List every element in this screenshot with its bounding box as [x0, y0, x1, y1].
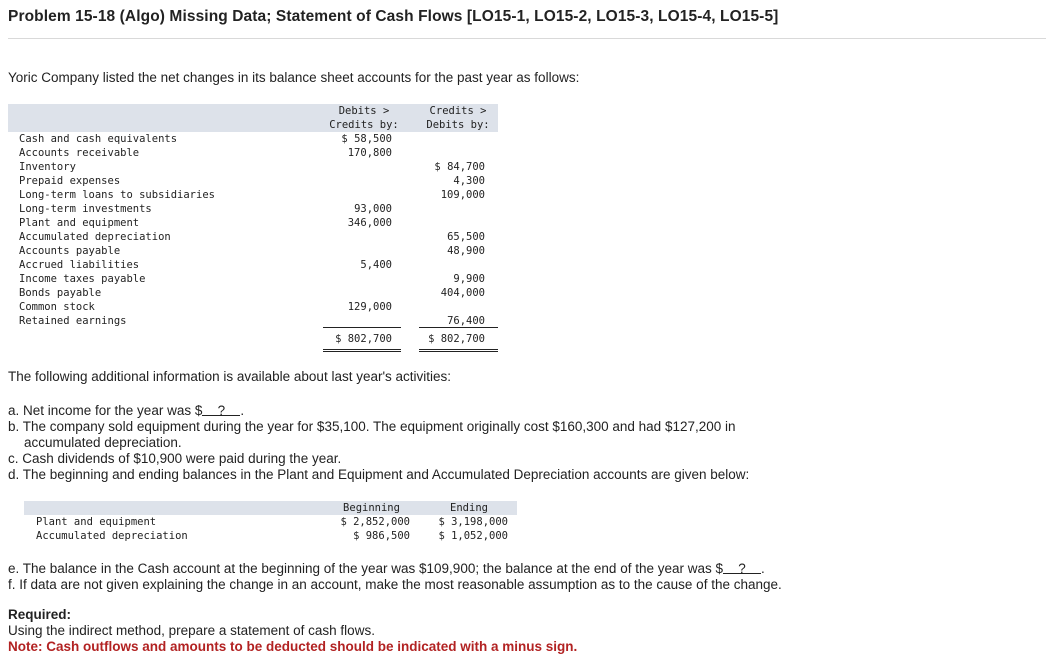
table-row: [8, 174, 498, 188]
header-debits: [326, 104, 402, 132]
credit-subtotal-rule: [419, 327, 498, 328]
row-ending: $ 3,198,000: [438, 516, 508, 528]
row-label: Accumulated depreciation: [36, 530, 188, 542]
row-beginning: $ 2,852,000: [340, 516, 410, 528]
table-row: [24, 529, 517, 543]
table-row: [24, 515, 517, 529]
ending-cash-blank: ?: [723, 561, 761, 574]
row-label: Inventory: [19, 161, 76, 173]
header-beginning: Beginning: [343, 502, 400, 514]
header-credits-line2: Debits by:: [426, 119, 490, 131]
row-debit: 129,000: [347, 301, 392, 313]
row-label: Plant and equipment: [19, 217, 140, 229]
table-row: [8, 188, 498, 202]
row-credit: 65,500: [447, 231, 485, 243]
item-f: f. If data are not given explaining the change in an account, make the most reasonable assumption as to the cause of the change.: [8, 577, 782, 592]
item-b-continued: accumulated depreciation.: [24, 435, 182, 450]
item-d: d. The beginning and ending balances in the Plant and Equipment and Accumulated Depreciation accounts are given below:: [8, 467, 750, 482]
row-label: Accrued liabilities: [19, 259, 140, 271]
title-divider: [8, 38, 1046, 39]
table-row: [8, 300, 498, 314]
row-label: Bonds payable: [19, 287, 102, 299]
table-row: [8, 272, 498, 286]
table-row: [8, 230, 498, 244]
header-credits: [418, 104, 498, 132]
row-label: Prepaid expenses: [19, 175, 121, 187]
item-c: c. Cash dividends of $10,900 were paid during the year.: [8, 451, 342, 466]
row-label: Accounts payable: [19, 245, 121, 257]
row-credit: 404,000: [440, 287, 485, 299]
row-beginning: $ 986,500: [353, 530, 410, 542]
required-label: Required:: [8, 607, 72, 622]
row-debit: 5,400: [360, 259, 392, 271]
totals-row: [8, 332, 498, 346]
item-a: [8, 403, 244, 418]
row-ending: $ 1,052,000: [438, 530, 508, 542]
row-label: Plant and equipment: [36, 516, 157, 528]
item-a-text: a. Net income for the year was $: [8, 403, 203, 418]
row-credit: 109,000: [440, 189, 485, 201]
table-row: [8, 132, 498, 146]
item-e-text: e. The balance in the Cash account at the beginning of the year was $109,900; the balance at the end of the year was $: [8, 561, 723, 576]
additional-info-heading: The following additional information is available about last year's activities:: [8, 369, 452, 384]
table-row: [8, 286, 498, 300]
row-label: Accumulated depreciation: [19, 231, 171, 243]
minus-sign-note: Note: Cash outflows and amounts to be deducted should be indicated with a minus sign.: [8, 639, 578, 654]
intro-text: Yoric Company listed the net changes in its balance sheet accounts for the past year as follows:: [8, 70, 580, 85]
row-credit: $ 84,700: [434, 161, 485, 173]
row-label: Cash and cash equivalents: [19, 133, 178, 145]
row-label: Common stock: [19, 301, 95, 313]
problem-title: Problem 15-18 (Algo) Missing Data; Statement of Cash Flows [LO15-1, LO15-2, LO15-3, LO15-4, LO15-5]: [8, 8, 779, 25]
table-row: [8, 146, 498, 160]
header-debits-line2: Credits by:: [329, 119, 399, 131]
table-row: [8, 160, 498, 174]
row-label: Accounts receivable: [19, 147, 140, 159]
item-e-end: .: [761, 561, 765, 576]
row-credit: 9,900: [453, 273, 485, 285]
debit-total-double-rule: [323, 349, 401, 352]
required-text: Using the indirect method, prepare a statement of cash flows.: [8, 623, 375, 638]
row-label: Income taxes payable: [19, 273, 146, 285]
total-credit: $ 802,700: [428, 333, 485, 345]
row-label: Long-term investments: [19, 203, 152, 215]
item-a-end: .: [240, 403, 245, 418]
row-credit: 48,900: [447, 245, 485, 257]
credit-total-double-rule: [419, 349, 498, 352]
row-label: Long-term loans to subsidiaries: [19, 189, 215, 201]
total-debit: $ 802,700: [335, 333, 392, 345]
header-ending: Ending: [450, 502, 488, 514]
row-credit: 4,300: [453, 175, 485, 187]
net-income-blank: ?: [202, 403, 240, 416]
item-b: b. The company sold equipment during the year for $35,100. The equipment originally cost $160,300 and had $127,200 in: [8, 419, 736, 434]
header-credits-line1: Credits >: [429, 105, 487, 117]
header-debits-line1: Debits >: [338, 105, 390, 117]
table-row: [8, 202, 498, 216]
row-label: Retained earnings: [19, 315, 127, 327]
row-debit: 346,000: [347, 217, 392, 229]
item-e: [8, 561, 765, 576]
debit-subtotal-rule: [323, 327, 401, 328]
table-row: [8, 244, 498, 258]
row-credit: 76,400: [447, 315, 485, 327]
row-debit: $ 58,500: [341, 133, 392, 145]
row-debit: 170,800: [347, 147, 392, 159]
row-debit: 93,000: [354, 203, 392, 215]
table-row: [8, 314, 498, 328]
table-row: [8, 216, 498, 230]
table-row: [8, 258, 498, 272]
